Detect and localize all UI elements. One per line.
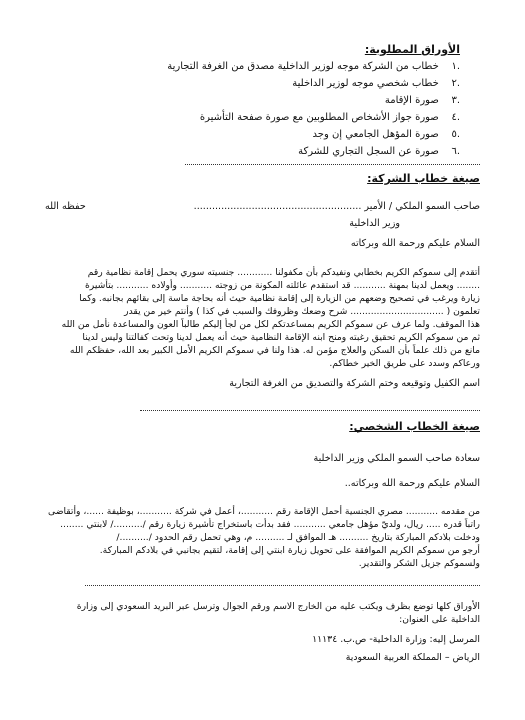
personal-letter-title: صيغة الخطاب الشخصي: (349, 420, 480, 433)
list-item: .٣ صورة الإقامة (384, 95, 460, 106)
required-docs-title: الأوراق المطلوبة: (364, 43, 460, 56)
body-line: مانع من ذلك علماً بأن السكن والعلاج مؤمن له. هذا ولنا في سموكم الكريم الأمل الكبير بعد الله، حفظكم الله (69, 345, 480, 356)
body-line: تعلمون ( ................................ شرح وضعك وظروفك والسبب في كذا ) وأنتم خير من يقدر (124, 306, 480, 317)
body-line: أتقدم إلى سموكم الكريم بخطابي ونفيدكم بأن مكفولنا ............ جنسيته سوري يحمل إقامة نظامية رقم (87, 267, 480, 278)
divider (140, 410, 480, 411)
body-line: من مقدمه ........... مصري الجنسية أحمل الإقامة رقم ...........، أعمل في شركة ...........، بوظيفة ......، وأتقاضى (48, 506, 480, 517)
divider (85, 585, 480, 586)
company-letter-title: صيغة خطاب الشركة: (367, 172, 480, 185)
list-item: .٥ صورة المؤهل الجامعي إن وجد (312, 129, 460, 140)
body-line: ولسموكم جزيل الشكر والتقدير. (358, 558, 480, 569)
list-item: .١ خطاب من الشركة موجه لوزير الداخلية مصدق من الغرفة التجارية (167, 61, 460, 72)
list-item: .٤ صورة جواز الأشخاص المطلوبين مع صورة صفحة التأشيرة (199, 112, 460, 123)
body-line: هذا الموقف. ولما عرف عن سموكم الكريم بمساعدتكم لكل من لجأ إليكم طالباً العون والمساعدة نأمل من الله (61, 319, 480, 330)
company-letter-addressee: صاحب السمو الملكي / الأمير ....................................................... (193, 201, 480, 212)
footer-address-line1: المرسل إليه: وزارة الداخلية- ص.ب. ١١١٣٤ (312, 634, 480, 645)
footer-note (40, 600, 480, 626)
body-line: ودخلت بلادكم المباركة بتاريخ .......... هـ الموافق لـ .......... م، وهي تحمل رقم الحدود /........../ (116, 532, 480, 543)
footer-address-line2: الرياض – المملكة العربية السعودية (345, 652, 480, 663)
company-letter-greeting: السلام عليكم ورحمة الله وبركاته (350, 238, 480, 249)
note-line: الأوراق كلها توضع بظرف ويكتب عليه من الخارج الاسم ورقم الجوال وترسل عبر البريد السعودي إلى وزارة (76, 601, 480, 612)
body-line: راتباً قدره ..... ريال، ولديّ مؤهل جامعي ........... فقد بدأت باستخراج تأشيرة زيارة رقم /........../ لابنتي ........ (60, 519, 480, 530)
list-item: .٦ صورة عن السجل التجاري للشركة (298, 146, 460, 157)
body-line: ورعاكم وسدد على طريق الخير خطاكم. (329, 358, 480, 369)
personal-letter-addressee: سعادة صاحب السمو الملكي وزير الداخلية (313, 453, 480, 464)
required-docs-list (40, 58, 460, 160)
divider (185, 164, 480, 165)
personal-letter-body (40, 505, 480, 570)
personal-letter-greeting: السلام عليكم ورحمة الله وبركاته.. (344, 478, 480, 489)
company-letter-minister: وزير الداخلية (349, 218, 400, 229)
body-line: زيارة ويرغب في تصحيح وضعهم من الزيارة إلى إقامة نظامية حيث أنه بحاجة ماسة إلى بقائهم بجانبه. وكما (79, 293, 480, 304)
body-line: ثم من سموكم الكريم تحقيق رغبته ومنح ابنه الإقامة النظامية حيث أنه يعمل لدينا وتحت كفالتنا وليس لدينا (82, 332, 480, 343)
body-line: أرجو من سموكم الكريم الموافقة على تحويل زيارة ابنتي إلى إقامة، لتقيم بجانبي في بلادكم المباركة. (99, 545, 480, 556)
company-letter-body (40, 266, 480, 370)
body-line: ........ ويعمل لدينا بمهنة ........... قد استقدم عائلته المكونة من زوجته ........... وأولاده ........... بتأشيرة (84, 280, 480, 291)
note-line: الداخلية على العنوان: (399, 614, 480, 625)
company-letter-honorific: حفظه الله (45, 201, 86, 212)
company-letter-signature: اسم الكفيل وتوقيعه وختم الشركة والتصديق من الغرفة التجارية (229, 378, 480, 389)
list-item: .٢ خطاب شخصي موجه لوزير الداخلية (292, 78, 460, 89)
